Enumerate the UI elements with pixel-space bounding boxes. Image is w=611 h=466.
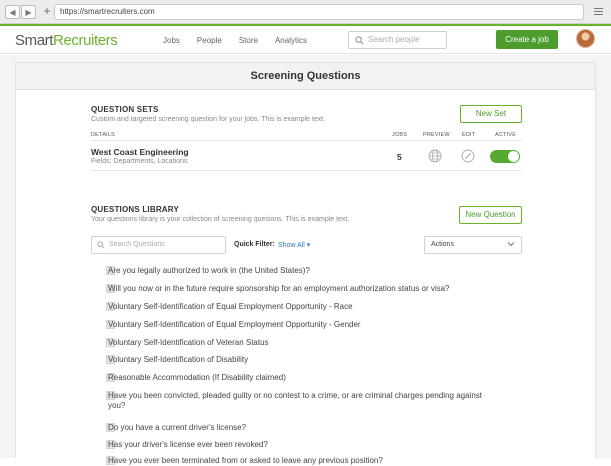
new-question-button[interactable]: New Question <box>459 206 522 224</box>
nav-store[interactable]: Store <box>238 36 258 45</box>
toggle-knob <box>508 151 519 162</box>
app-header <box>0 26 611 54</box>
question-text: Reasonable Accommodation (If Disability claimed) <box>108 373 286 382</box>
browser-menu-icon[interactable] <box>592 5 605 18</box>
search-people-placeholder: Search people <box>368 35 420 44</box>
screening-questions-card <box>15 62 596 465</box>
new-tab-icon[interactable]: + <box>43 4 51 18</box>
quick-filter-dropdown[interactable]: Show All ▾ <box>278 242 311 249</box>
pencil-icon[interactable] <box>461 149 475 163</box>
col-preview: PREVIEW <box>423 132 450 138</box>
question-set-name[interactable]: West Coast Engineering <box>91 147 189 157</box>
search-questions-placeholder: Search Questions <box>109 241 165 248</box>
question-text: Have you been convicted, pleaded guilty or no contest to a crime, or are criminal charges pending against you? <box>108 391 482 410</box>
nav-jobs[interactable]: Jobs <box>163 36 180 45</box>
col-active: ACTIVE <box>495 132 517 138</box>
search-people-input[interactable] <box>348 31 447 49</box>
questions-library-description: Your questions library is your collection of screening quesions. This is example text. <box>91 216 350 223</box>
col-details: DETAILS <box>91 132 115 138</box>
col-jobs: JOBS <box>392 132 408 138</box>
question-text: Have you ever been terminated from or asked to leave any previous position? <box>108 456 383 465</box>
browser-nav-buttons <box>5 5 36 19</box>
question-sets-title: QUESTION SETS <box>91 105 159 114</box>
chevron-down-icon <box>507 240 515 248</box>
question-text: Do you have a current driver's license? <box>108 423 247 432</box>
nav-people[interactable]: People <box>196 36 222 45</box>
question-text: Will you now or in the future require sponsorship for an employment authorization status or visa? <box>108 284 450 293</box>
questions-library-title: QUESTIONS LIBRARY <box>91 205 179 214</box>
main-nav <box>163 36 324 45</box>
question-sets-description: Custom and targeted screening question for your jobs. This is example text. <box>91 116 326 123</box>
divider <box>91 140 522 141</box>
quick-filter-label: Quick Filter: <box>234 241 275 248</box>
nav-analytics[interactable]: Analytics <box>274 36 307 45</box>
browser-toolbar <box>0 0 611 24</box>
search-questions-input[interactable] <box>91 236 226 254</box>
new-set-button[interactable]: New Set <box>460 105 522 123</box>
col-edit: EDIT <box>462 132 476 138</box>
actions-select[interactable] <box>424 236 522 254</box>
question-set-jobs-count: 5 <box>397 152 402 162</box>
question-row[interactable] <box>16 456 486 465</box>
forward-icon[interactable]: ▶ <box>21 5 36 19</box>
back-icon[interactable]: ◀ <box>5 5 20 19</box>
question-text: Voluntary Self-Identification of Disability <box>108 355 249 364</box>
question-set-fields: Fields: Departments, Locations <box>91 158 188 165</box>
logo-text-smart: Smart <box>15 32 54 49</box>
actions-select-value: Actions <box>431 241 454 248</box>
search-icon <box>97 241 105 249</box>
divider <box>91 170 522 171</box>
search-icon <box>355 36 364 45</box>
avatar[interactable] <box>576 29 595 48</box>
logo[interactable] <box>15 32 117 49</box>
page-title: Screening Questions <box>16 63 595 90</box>
question-text: Voluntary Self-Identification of Equal Employment Opportunity - Race <box>108 302 353 311</box>
question-text: Voluntary Self-Identification of Veteran Status <box>108 338 269 347</box>
logo-text-recruiters: Recruiters <box>53 32 118 49</box>
active-toggle[interactable] <box>490 150 520 163</box>
globe-icon[interactable] <box>428 149 442 163</box>
question-text: Voluntary Self-Identification of Equal Employment Opportunity - Gender <box>108 320 361 329</box>
question-text: Are you legally authorized to work in (the United States)? <box>108 266 310 275</box>
url-bar[interactable]: https://smartrecruiters.com <box>54 4 584 20</box>
question-text: Has your driver's license ever been revoked? <box>108 440 268 449</box>
create-job-button[interactable]: Create a job <box>496 30 558 49</box>
